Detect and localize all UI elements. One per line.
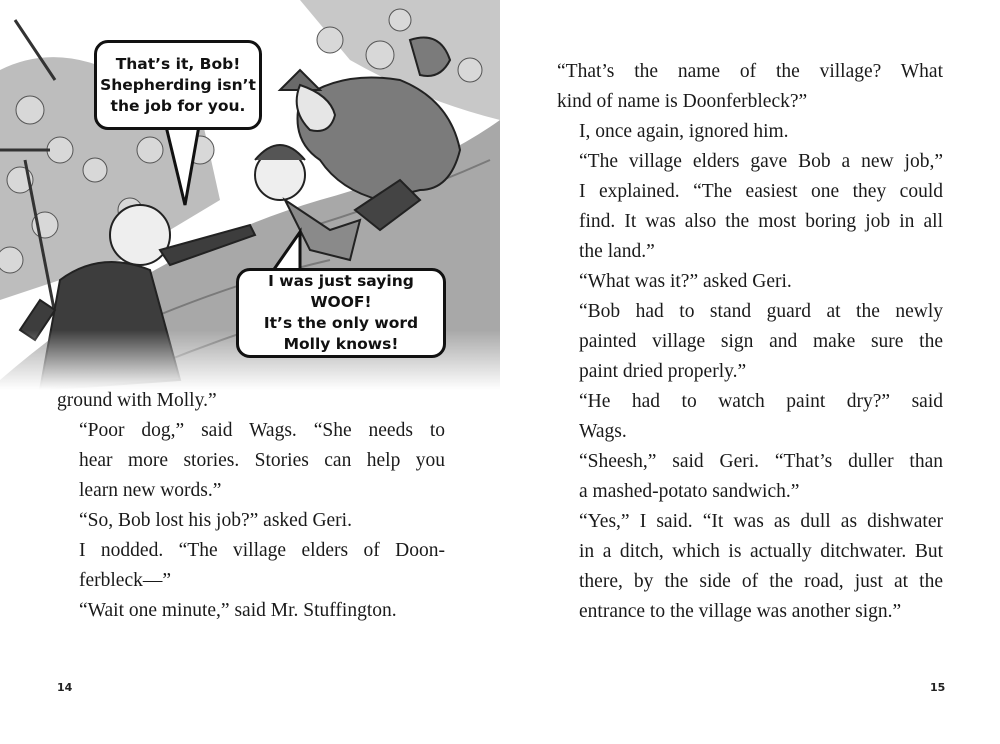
paragraph [557, 507, 943, 627]
text-line: learn new words.” [79, 480, 222, 501]
text-line: “Yes,” I said. “It was as dull as dishwater [579, 511, 943, 532]
bubble-1-line: Shepherding isn’t [100, 75, 256, 94]
paragraph [57, 506, 445, 536]
right-page-text [557, 57, 943, 627]
bubble-2-line: It’s the only word [263, 314, 419, 332]
text-line: kind of name is Doonferbleck?” [557, 91, 808, 112]
text-line: “He had to watch paint dry?” said [579, 391, 943, 412]
speech-bubble-bob [94, 40, 262, 130]
page-number: 14 [57, 681, 73, 694]
text-line: Wags. [579, 421, 627, 442]
text-line: “Poor dog,” said Wags. “She needs to [79, 420, 445, 441]
paragraph [557, 57, 943, 117]
text-line: “The village elders gave Bob a new job,” [579, 151, 943, 172]
paragraph [557, 297, 943, 387]
text-line: hear more stories. Stories can help you [79, 450, 445, 471]
paragraph [57, 536, 445, 596]
text-line: ground with Molly.” [57, 390, 217, 411]
text-line: there, by the side of the road, just at the [579, 571, 943, 592]
paragraph [557, 387, 943, 447]
text-line: “Sheesh,” said Geri. “That’s duller than [579, 451, 943, 472]
paragraph [57, 596, 445, 626]
text-line: a mashed-potato sandwich.” [579, 481, 800, 502]
page-number: 15 [930, 681, 946, 694]
paragraph [557, 147, 943, 267]
bubble-1-line: That’s it, Bob! [115, 54, 241, 73]
text-line: I nodded. “The village elders of Doon- [79, 540, 445, 561]
right-page [500, 0, 1000, 744]
text-line: painted village sign and make sure the [579, 331, 943, 352]
paragraph [557, 267, 943, 297]
left-page-text [57, 386, 445, 626]
paragraph [57, 386, 445, 416]
illustration [0, 0, 500, 390]
text-line: the land.” [579, 241, 655, 262]
text-line: “Bob had to stand guard at the newly [579, 301, 943, 322]
text-line: “That’s the name of the village? What [557, 61, 943, 82]
text-line: find. It was also the most boring job in all [579, 211, 943, 232]
text-line: paint dried properly.” [579, 361, 747, 382]
bubble-2-line: I was just saying WOOF! [268, 272, 414, 311]
paragraph [57, 416, 445, 506]
speech-bubble-woof [236, 268, 446, 358]
text-line: in a ditch, which is actually ditchwater. But [579, 541, 943, 562]
text-line: I explained. “The easiest one they could [579, 181, 943, 202]
text-line: I, once again, ignored him. [579, 121, 789, 142]
paragraph [557, 117, 943, 147]
text-line: “What was it?” asked Geri. [579, 271, 792, 292]
text-line: ferbleck—” [79, 570, 172, 591]
bubble-2-line: Molly knows! [283, 335, 399, 353]
bubble-1-line: the job for you. [110, 96, 246, 115]
text-line: entrance to the village was another sign.” [579, 601, 902, 622]
paragraph [557, 447, 943, 507]
text-line: “Wait one minute,” said Mr. Stuffington. [79, 600, 397, 621]
text-line: “So, Bob lost his job?” asked Geri. [79, 510, 352, 531]
